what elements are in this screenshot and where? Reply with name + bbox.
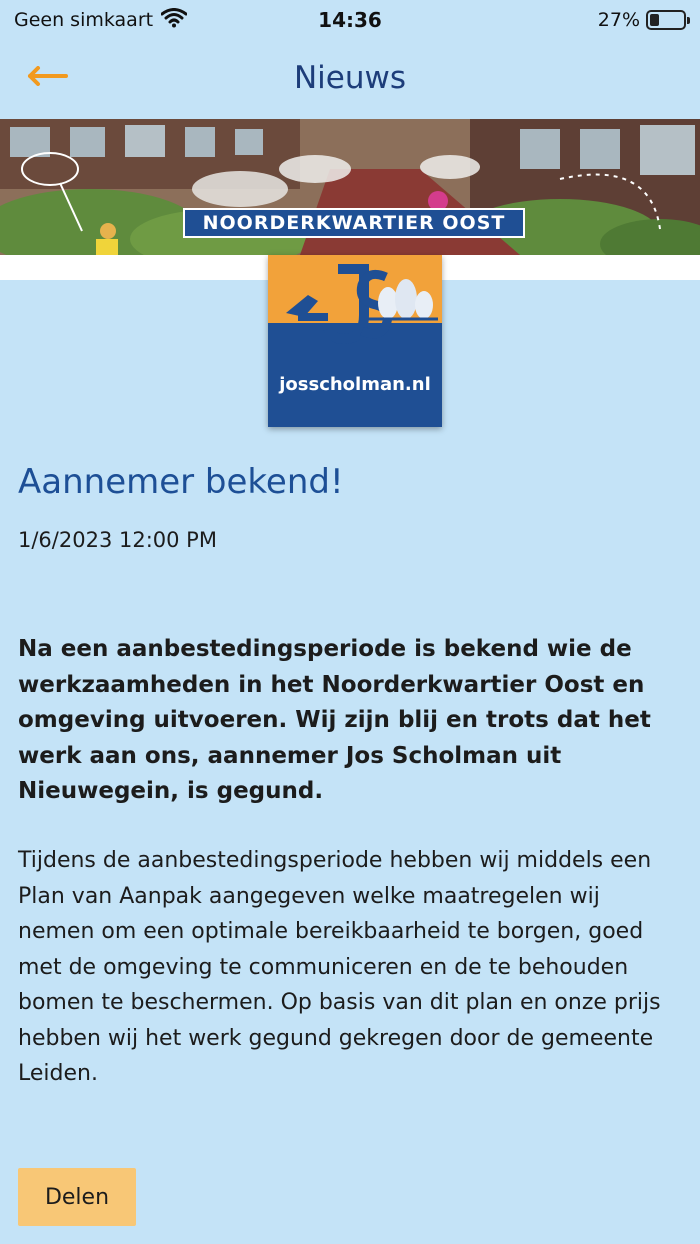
carrier-label: Geen simkaart [14,9,154,31]
battery-icon [646,10,686,30]
article-body: Tijdens de aanbestedingsperiode hebben wij middels een Plan van Aanpak aangegeven welke maatregelen wij nemen om een optimale bereikbaarheid te borgen, goed met de omgeving te communiceren en de te behouden bomen te beschermen. Op basis van dit plan en onze prijs hebben wij het werk gegund gekregen door de gemeente Leiden. [18,848,661,1086]
logo-url-text: josscholman.nl [279,374,431,395]
company-logo [268,255,442,427]
wifi-icon [161,8,187,33]
banner-label: NOORDERKWARTIER OOST [183,208,525,238]
status-right [598,9,686,31]
back-button[interactable] [18,56,74,100]
article-title: Aannemer bekend! [18,462,344,502]
arrow-left-icon [24,66,68,90]
status-time: 14:36 [318,8,382,32]
page-title: Nieuws [293,60,407,96]
share-button[interactable]: Delen [18,1168,136,1226]
battery-fill [650,14,659,26]
article-date: 1/6/2023 12:00 PM [18,528,217,552]
logo-mark-icon [268,255,442,427]
battery-percent: 27% [597,9,640,31]
status-left [14,8,187,33]
nav-bar [0,40,700,116]
article-lead: Na een aanbestedingsperiode is bekend wie de werkzaamheden in het Noorderkwartier Oost en omgeving uitvoeren. Wij zijn blij en trots dat het werk aan ons, aannemer Jos Scholman uit Nieuwegein, is gegund. [18,636,651,804]
status-bar [0,0,700,40]
